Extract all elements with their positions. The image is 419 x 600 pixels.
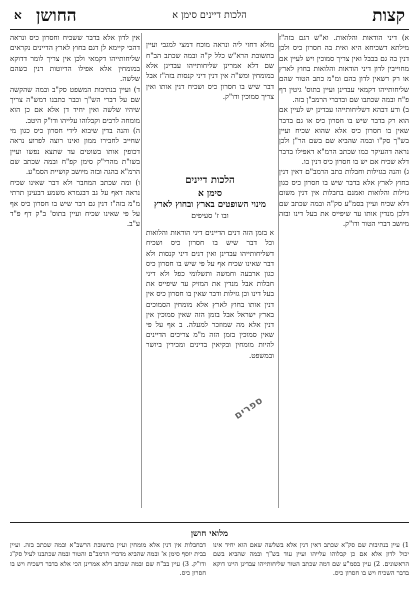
running-subtitle: הלכות דיינים סימן א <box>172 10 247 21</box>
main-text-block <box>146 172 274 508</box>
page-marker: א <box>14 8 22 22</box>
commentary-paragraph: מולא דחזי ליה ונראה מוכח דמצי למגבי ועיין בתשובת הרא"ש כלל ק"ה ובמה שכתב הב"ח שם דלא אמרינן שליחותייהו עבדינן אלא במומחין ומש"ה אין דנין דיני קנסות בזה"ז אבל דבר שיש בו חסרון כיס ושכיח דנין אותו ואין צריך סמוכין ודו"ק. <box>146 40 274 101</box>
siman-rubric: מינוי השופטים בארץ ובחוץ לארץ <box>154 200 266 210</box>
footnote-rule <box>10 522 409 523</box>
running-title-left: החושן <box>36 6 77 26</box>
commentary-paragraph: ד) ועיין בנתיבות המשפט סק"ב ובמה שהקשה שם על דברי הש"ך וכבר כתבנו דמש"ה צריך שיהיו שלשה ואין יחיד דן אלא אם כן הוא מומחה לרבים וקבלוהו עלייהו ודו"ק היטב. <box>10 84 140 125</box>
commentary-paragraph: ב) ודע דבהא דשליחותייהו עבדינן יש לעיין אם הוא רק בדבר שיש בו חסרון כיס או גם בדבר שאין בו חסרון כיס אלא שהוא שכיח ועיין בש"ך סק"ו ובמה שהביא שם בשם הר"ן ולכן נראה דהעיקר כמו שכתב הרמ"א דאפילו בדבר דלא שכיח אם יש בו חסרון כיס דנין בו. <box>279 105 409 167</box>
header-rule <box>10 29 409 30</box>
column-divider <box>278 33 279 508</box>
center-commentary-top <box>146 33 274 169</box>
page-header <box>10 6 409 28</box>
running-title-right: קצות <box>372 6 405 26</box>
footnotes-right <box>213 541 409 596</box>
left-commentary-column <box>10 33 140 508</box>
siman-heading: סימן א <box>197 189 223 199</box>
footnote-text: דבחבלות אין דנין אלא מומחין ועיין בתשובת הרשב"א ובמה שכתב בזה. ועיין בבית יוסף סימן א' ובמה שהביא מדברי הרמב"ם והטור ובמה שכתבנו לעיל סק"ג ודו"ק. 3) עיין בב"ח שם ובמה שכתב דלא אמרינן הכי אלא בדבר דשכיח ויש בו חסרון כיס. <box>10 541 206 577</box>
commentary-paragraph: ג) והנה בגזילות וחבלות כתב הרמב"ם דאין דנין בחוץ לארץ אלא בדבר שיש בו חסרון כיס כגון גזילות והלואות ואמנם בחבלות אין דנין משום דלא שכיח ועיין בסמ"ע סק"ה ובמה שכתב שם דלכן מנדין אותו עד שיפייס את בעל דינו ובזה מיושב דברי הטור ודו"ק. <box>279 167 409 229</box>
commentary-paragraph: אין לדון אלא בדבר ששכיח וחסרון כיס ונראה דהכי קיימא לן דגם בחוץ לארץ הדיינים נקראים שליחותייהו דקמאי ולכן אין צריך לומר דדוקא במומחין אלא אפילו הדיוטות דנין כשהם שלשה. <box>10 33 140 84</box>
commentary-paragraph: ה) והנה בדין שיבוא לידי חסרון כיס כגון מי שחייב לחבירו ממון ואינו רוצה לפרוע נראה דכופין אותו בשוטים עד שתצא נפשו ועיין בשו"ת מהרי"ק סימן קפ"ח ובמה שכתב שם הרמ"א בהגה ובזה מיושב קושיית הסמ"ע. <box>10 126 140 177</box>
column-divider <box>141 33 142 508</box>
watermark-stamp: ספרים <box>232 394 266 422</box>
right-commentary-column <box>279 33 409 508</box>
main-text: א בזמן הזה דנים הדיינים דיני הודאות והלואות וכל דבר שיש בו חסרון כיס ושכיח דשליחותייהו עבדינן ואין דנים דיני קנסות ולא דבר שאינו שכיח אף על פי שיש בו חסרון כיס כגון ארבעה וחמשה ותשלומי כפל ולא דיני חבלות אבל מנדין את המזיק עד שיפייס את בעל דינו וכן גזילות ודבר שאין בו חסרון כיס אין דנין אותו בחוץ לארץ אלא מומחין הסמוכים בארץ ישראל אבל בזמן הזה שאין סמוכין אין דנין אלא מה שמוזכר למעלה. ב אף על פי שאין סמוכין בזמן הזה מ"מ צריכים הדיינים להיות מומחין ובקיאין בדינים ומכירין ביושר ובמשפט. <box>146 228 274 360</box>
section-title: הלכות דיינים <box>185 175 235 186</box>
footnote-text: 1) עיין בנתיבות שם סק"א שכתב דאין דנין אלא בשלשה שאם הוא יחיד אינו יכול לדון אלא אם כן קבלוהו עלייהו ועיין עוד בש"ך ובמה שהביא בשם הראשונים. 2) עיין בסמ"ע שם דמה שכתב הטור שליחותייהו עבדינן היינו דוקא בדבר השכיח ויש בו חסרון כיס. <box>213 541 409 577</box>
commentary-paragraph: ו) ומה שכתב המחבר ולא דבר שאינו שכיח נראה דאף על גב דבגמרא משמע דבעינן תרתי מ"מ בזה"ז דנין גם דבר שיש בו חסרון כיס אף על פי שאינו שכיח ועיין בתוס' ב"ק דף פ"ד ע"ב. <box>10 177 140 229</box>
siman-subtitle: ובו ז' סעיפים <box>191 211 229 220</box>
footnotes-left <box>10 541 206 596</box>
footnotes-title: מלואי חושן <box>190 529 229 539</box>
commentary-paragraph: א) דיני הודאות והלואות. וא"ש דגם בזה"ז מילתא דשכיחא היא ואית בה חסרון כיס ולכן דנין בה גם בבבל ואין צריך סמוכין ויש לעיין אם מחוייבין לדון דיני הודאות והלואות בחוץ לארץ או רק רשאין לדון בהם ומ"מ כתב הטור שהם שליחותייהו דקמאי עבדינן ועיין בתוס' גיטין דף פ"ח ובמה שכתבו שם ובדברי הרמב"ן בזה. <box>279 33 409 105</box>
